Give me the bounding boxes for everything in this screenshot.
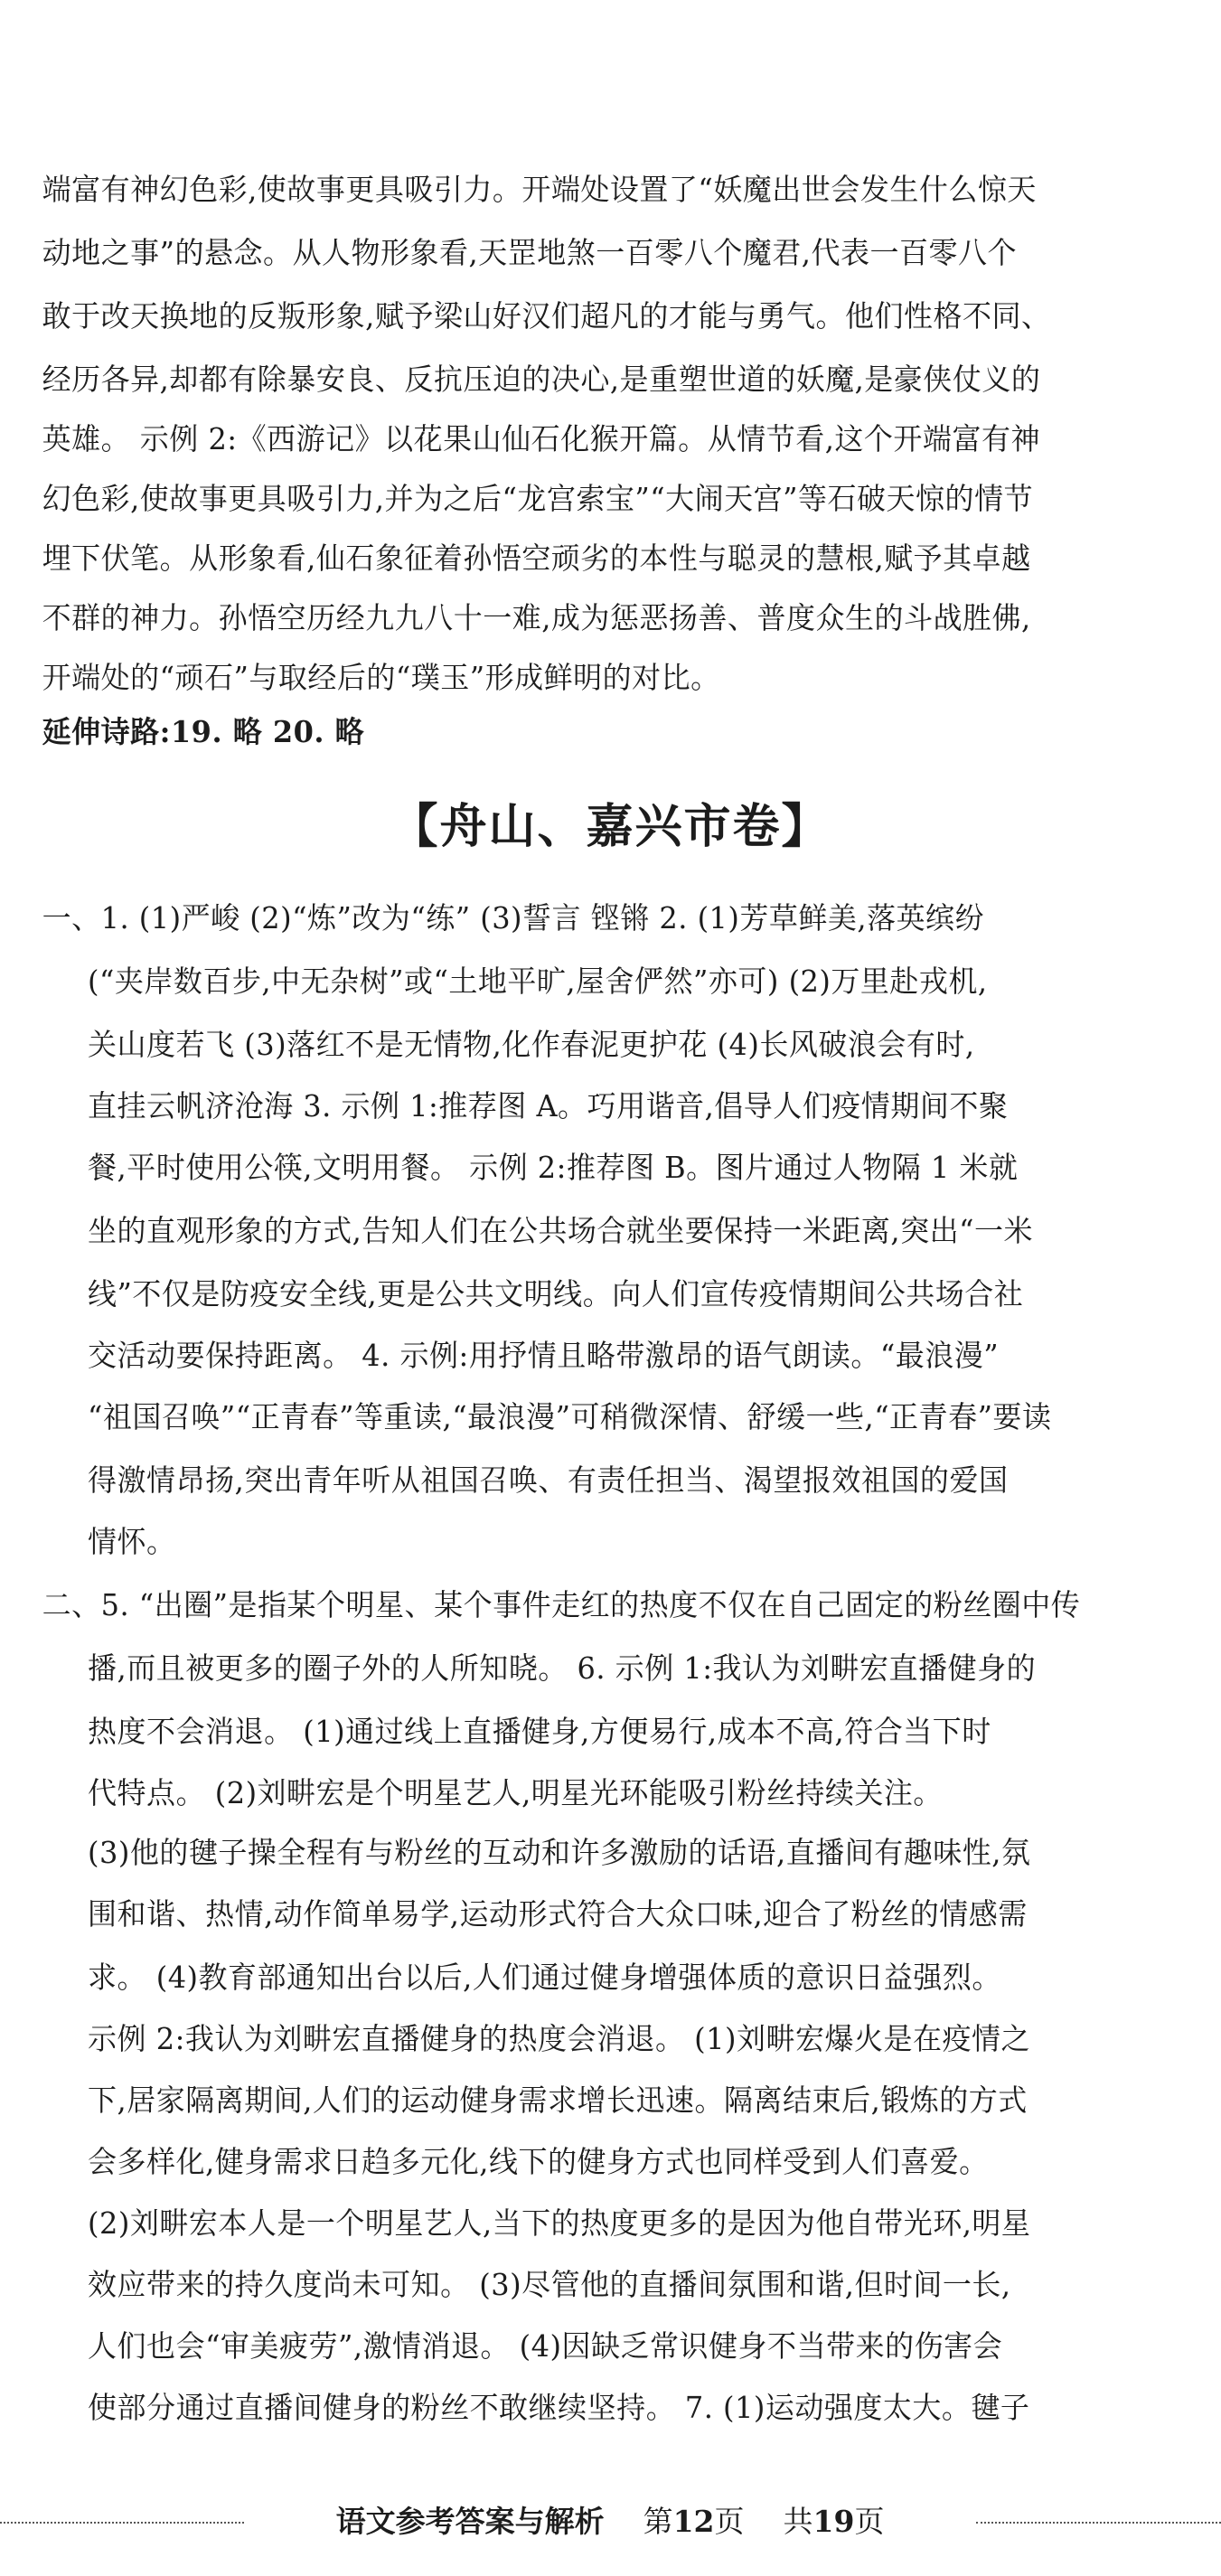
footer-divider-right xyxy=(976,2522,1221,2524)
text-line: 情怀。 xyxy=(88,1524,176,1559)
footer-total-unit: 页 xyxy=(854,2504,885,2539)
text-line: 不群的神力。孙悟空历经九九八十一难,成为惩恶扬善、普度众生的斗战胜佛, xyxy=(42,600,1031,635)
text-line: (2)刘畊宏本人是一个明星艺人,当下的热度更多的是因为他自带光环,明星 xyxy=(88,2205,1031,2241)
footer-total-prefix: 共 xyxy=(783,2504,813,2539)
text-line: 直挂云帆济沧海 3. 示例 1:推荐图 A。巧用谐音,倡导人们疫情期间不聚 xyxy=(88,1088,1009,1123)
text-line: 开端处的“顽石”与取经后的“璞玉”形成鲜明的对比。 xyxy=(42,660,720,695)
footer-page-number: 12 xyxy=(672,2504,715,2539)
text-line: (“夹岸数百步,中无杂树”或“土地平旷,屋舍俨然”亦可) (2)万里赴戎机, xyxy=(88,964,988,999)
text-line: 会多样化,健身需求日趋多元化,线下的健身方式也同样受到人们喜爱。 xyxy=(88,2144,989,2179)
text-line: 围和谐、热情,动作简单易学,运动形式符合大众口味,迎合了粉丝的情感需 xyxy=(88,1896,1028,1932)
footer-page-unit: 页 xyxy=(714,2504,745,2539)
text-line: 二、5. “出圈”是指某个明星、某个事件走红的热度不仅在自己固定的粉丝圈中传 xyxy=(42,1587,1081,1622)
text-line: 示例 2:我认为刘畊宏直播健身的热度会消退。 (1)刘畊宏爆火是在疫情之 xyxy=(88,2021,1031,2056)
footer-page-prefix: 第 xyxy=(643,2504,673,2539)
text-line: 关山度若飞 (3)落红不是无情物,化作春泥更护花 (4)长风破浪会有时, xyxy=(88,1027,975,1062)
text-line: (3)他的毽子操全程有与粉丝的互动和许多激励的话语,直播间有趣味性,氛 xyxy=(88,1835,1031,1870)
text-line: 幻色彩,使故事更具吸引力,并为之后“龙宫索宝”“大闹天宫”等石破天惊的情节 xyxy=(42,481,1034,516)
text-line: 得激情昂扬,突出青年听从祖国召唤、有责任担当、渴望报效祖国的爱国 xyxy=(88,1462,1009,1498)
text-line: 端富有神幻色彩,使故事更具吸引力。开端处设置了“妖魔出世会发生什么惊天 xyxy=(42,172,1037,207)
text-line: 动地之事”的悬念。从人物形象看,天罡地煞一百零八个魔君,代表一百零八个 xyxy=(42,235,1018,270)
text-line: 埋下伏笔。从形象看,仙石象征着孙悟空顽劣的本性与聪灵的慧根,赋予其卓越 xyxy=(42,541,1031,576)
footer-title: 语文参考答案与解析 xyxy=(335,2504,605,2539)
text-line: 下,居家隔离期间,人们的运动健身需求增长迅速。隔离结束后,锻炼的方式 xyxy=(88,2082,1028,2118)
footer-total-number: 19 xyxy=(812,2504,855,2539)
text-line: “祖国召唤”“正青春”等重读,“最浪漫”可稍微深情、舒缓一些,“正青春”要读 xyxy=(88,1399,1052,1434)
text-line: 一、1. (1)严峻 (2)“炼”改为“练” (3)誓言 铿锵 2. (1)芳草鲜美,落英缤纷 xyxy=(42,900,985,935)
text-line: 求。 (4)教育部通知出台以后,人们通过健身增强体质的意识日益强烈。 xyxy=(88,1960,1001,1995)
text-line: 经历各异,却都有除暴安良、反抗压迫的决心,是重塑世道的妖魔,是豪侠仗义的 xyxy=(42,362,1041,397)
text-line: 效应带来的持久度尚未可知。 (3)尽管他的直播间氛围和谐,但时间一长, xyxy=(88,2267,1011,2302)
text-line: 餐,平时使用公筷,文明用餐。 示例 2:推荐图 B。图片通过人物隔 1 米就 xyxy=(88,1150,1019,1185)
text-line: 代特点。 (2)刘畊宏是个明星艺人,明星光环能吸引粉丝持续关注。 xyxy=(88,1775,943,1810)
page-footer xyxy=(0,2504,1221,2540)
text-line: 敢于改天换地的反叛形象,赋予梁山好汉们超凡的才能与勇气。他们性格不同、 xyxy=(42,298,1051,334)
text-line: 线”不仅是防疫安全线,更是公共文明线。向人们宣传疫情期间公共场合社 xyxy=(88,1276,1024,1312)
extension-poetry-line: 延伸诗路:19. 略 20. 略 xyxy=(42,714,365,749)
text-line: 坐的直观形象的方式,告知人们在公共场合就坐要保持一米距离,突出“一米 xyxy=(88,1213,1033,1248)
text-line: 播,而且被更多的圈子外的人所知晓。 6. 示例 1:我认为刘畊宏直播健身的 xyxy=(88,1650,1037,1686)
text-line: 交活动要保持距离。 4. 示例:用抒情且略带激昂的语气朗读。“最浪漫” xyxy=(88,1338,1000,1373)
text-line: 人们也会“审美疲劳”,激情消退。 (4)因缺乏常识健身不当带来的伤害会 xyxy=(88,2328,1003,2364)
text-line: 使部分通过直播间健身的粉丝不敢继续坚持。 7. (1)运动强度太大。毽子 xyxy=(88,2390,1030,2425)
section-title: 【舟山、嘉兴市卷】 xyxy=(390,799,831,854)
footer-text xyxy=(262,2504,958,2540)
footer-divider-left xyxy=(0,2522,244,2524)
text-line: 热度不会消退。 (1)通过线上直播健身,方便易行,成本不高,符合当下时 xyxy=(88,1714,991,1749)
text-line: 英雄。 示例 2:《西游记》以花果山仙石化猴开篇。从情节看,这个开端富有神 xyxy=(42,421,1040,456)
